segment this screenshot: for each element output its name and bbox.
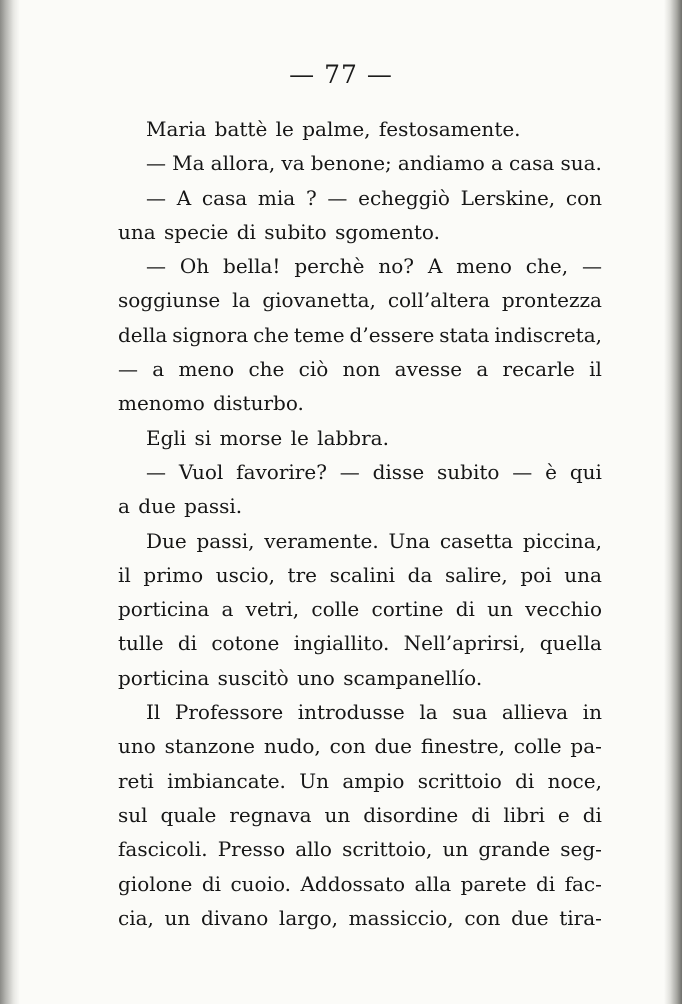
- text-line: — A casa mia ? — echeggiò Lerskine, con: [146, 185, 602, 210]
- text-line: della signora che teme d’essere stata indiscreta,: [118, 322, 602, 347]
- text-line: a due passi.: [118, 494, 243, 519]
- text-line: una specie di subito sgomento.: [118, 219, 440, 244]
- text-line: — Ma allora, va benone; andiamo a casa sua.: [146, 151, 602, 176]
- text-line: soggiunse la giovanetta, coll’altera prontezza: [118, 288, 602, 313]
- text-line: sul quale regnava un disordine di libri e di: [118, 802, 602, 827]
- text-line: Maria battè le palme, festosamente.: [146, 117, 521, 141]
- text-line: Il Professore introdusse la sua allieva in: [146, 700, 602, 725]
- text-line: porticina a vetri, colle cortine di un vecchio: [118, 597, 602, 622]
- text-line: — a meno che ciò non avesse a recarle il: [118, 357, 602, 382]
- text-line: — Oh bella! perchè no? A meno che, —: [146, 254, 602, 279]
- text-line: — Vuol favorire? — disse subito — è qui: [146, 459, 602, 484]
- text-line: Due passi, veramente. Una casetta piccina,: [146, 528, 602, 553]
- text-line: il primo uscio, tre scalini da salire, poi una: [118, 562, 602, 587]
- page-spine-shadow: [0, 0, 20, 1004]
- text-line: tulle di cotone ingiallito. Nell’aprirsi, quella: [118, 631, 602, 656]
- text-line: porticina suscitò uno scampanellío.: [118, 665, 483, 690]
- text-line: reti imbiancate. Un ampio scrittoio di noce,: [118, 768, 602, 793]
- body-text: [118, 112, 602, 935]
- text-line: cia, un divano largo, massiccio, con due tira-: [118, 905, 602, 930]
- text-line: Egli si morse le labbra.: [146, 425, 389, 450]
- text-line: giolone di cuoio. Addossato alla parete di fac-: [118, 871, 602, 896]
- page-edge-shadow: [664, 0, 682, 1004]
- text-line: menomo disturbo.: [118, 391, 304, 416]
- page-number: — 77 —: [289, 60, 393, 89]
- text-line: fascicoli. Presso allo scrittoio, un grande seg-: [118, 837, 602, 862]
- text-line: uno stanzone nudo, con due finestre, colle pa-: [118, 734, 602, 759]
